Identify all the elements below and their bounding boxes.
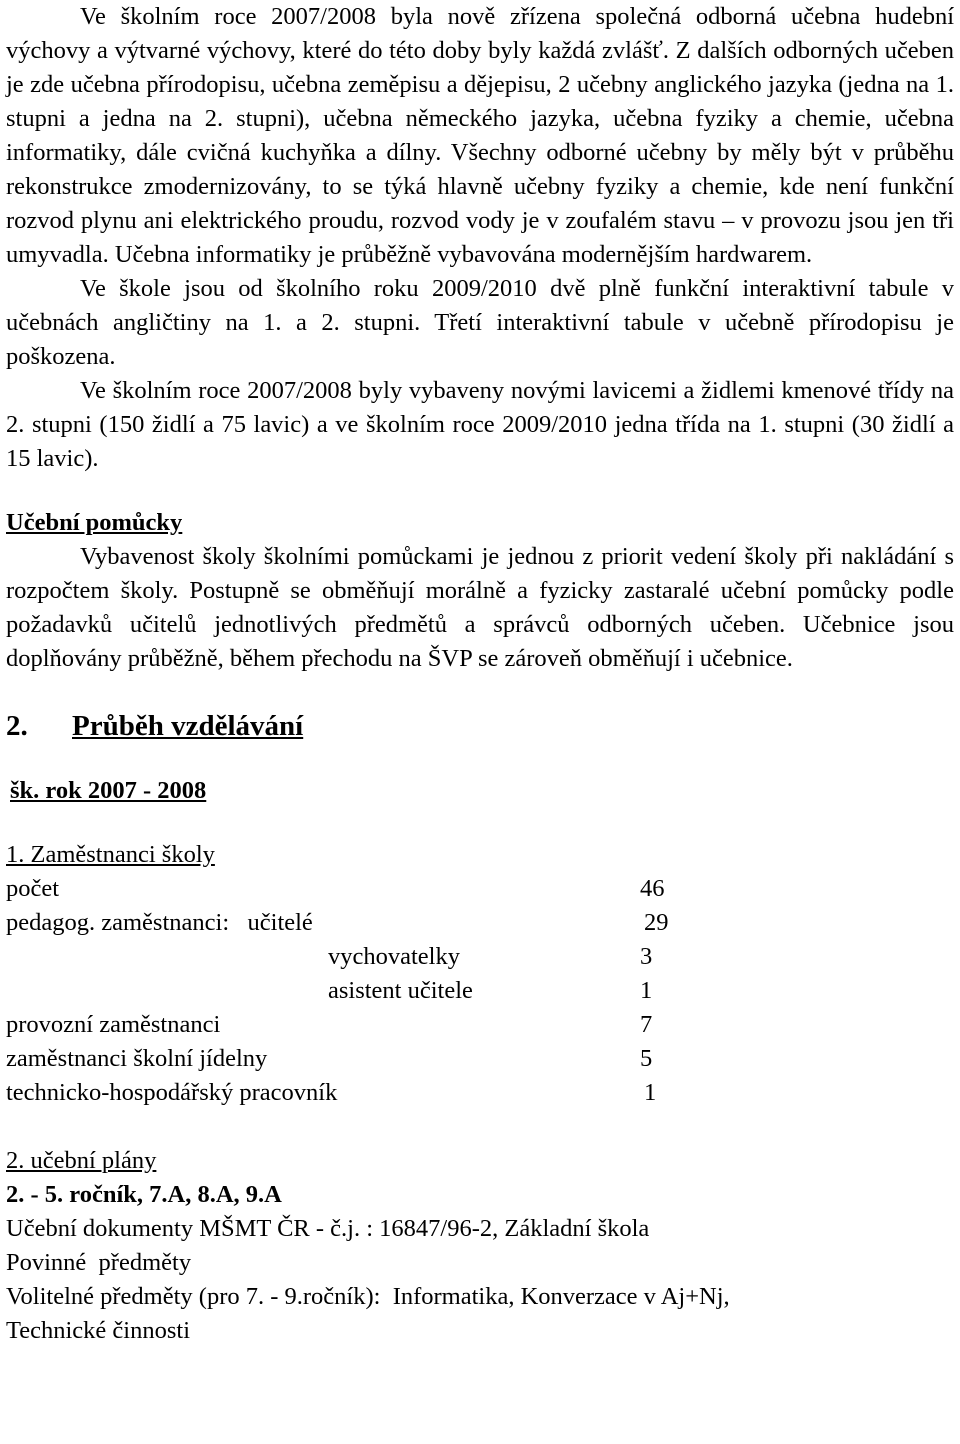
paragraph-interactive-boards: Ve škole jsou od školního roku 2009/2010 dvě plně funkční interaktivní tabule v učebnách angličtiny na 1. a 2. stupni. Třetí interaktivní tabule v učebně přírodopisu je poškozena. [6,275,954,370]
staff-label: asistent učitele [328,977,473,1004]
plans-documents: Učební dokumenty MŠMT ČR - č.j. : 16847/96-2, Základní škola [6,1215,650,1242]
staff-row [6,872,954,906]
paragraph-classrooms: Ve školním roce 2007/2008 byla nově zřízena společná odborná učebna hudební výchovy a výtvarné výchovy, které do této doby byly každá zvlášť. Z dalších odborných učeben je zde učebna přírodopisu, učebna zeměpisu a dějepisu, 2 učebny anglického jazyka (jedna na 1. stupni a jedna na 2. stupni), učebna německého jazyka, učebna fyziky a chemie, učebna informatiky, dále cvičná kuchyňka a dílny. Všechny odborné učebny by měly být v průběhu rekonstrukce zmodernizovány, to se týká hlavně učebny fyziky a chemie, kde není funkční rozvod plynu ani elektrického proudu, rozvod vody je v zoufalém stavu – v provozu jsou jen tři umyvadla. Učebna informatiky je průběžně vybavována modernějším hardwarem. [6,3,954,268]
staff-row [6,1008,954,1042]
staff-value: 5 [640,1045,653,1072]
staff-label: provozní zaměstnanci [6,1011,221,1038]
plans-grades: 2. - 5. ročník, 7.A, 8.A, 9.A [6,1181,282,1208]
school-year-heading: šk. rok 2007 - 2008 [10,777,207,804]
staff-label: pedagog. zaměstnanci: učitelé [6,909,313,936]
staff-label: zaměstnanci školní jídelny [6,1045,268,1072]
staff-title: 1. Zaměstnanci školy [6,841,215,868]
staff-label: technicko-hospodářský pracovník [6,1079,338,1106]
staff-value: 1 [640,977,653,1004]
plans-title: 2. učební plány [6,1147,157,1174]
staff-row [6,940,954,974]
staff-value: 46 [640,875,665,902]
staff-value: 3 [640,943,653,970]
section-heading [6,706,954,746]
staff-label: počet [6,875,60,902]
paragraph-teaching-aids: Vybavenost školy školními pomůckami je jednou z priorit vedení školy při nakládání s rozpočtem školy. Postupně se obměňují morálně a fyzicky zastaralé učební pomůcky podle požadavků učitelů jednotlivých předmětů a správců odborných učeben. Učebnice jsou doplňovány průběžně, během přechodu na ŠVP se zároveň obměňují i učebnice. [6,543,954,672]
paragraph-furniture: Ve školním roce 2007/2008 byly vybaveny novými lavicemi a židlemi kmenové třídy na 2. stupni (150 židlí a 75 lavic) a ve školním roce 2009/2010 jedna třída na 1. stupni (30 židlí a 15 lavic). [6,377,954,472]
staff-row [6,974,954,1008]
section-title: Průběh vzdělávání [72,710,304,742]
staff-row [6,1076,954,1110]
plans-optional-line1: Volitelné předměty (pro 7. - 9.ročník): Informatika, Konverzace v Aj+Nj, [6,1283,730,1310]
staff-row [6,906,954,940]
plans-optional-line2: Technické činnosti [6,1317,191,1344]
staff-value: 29 [644,909,669,936]
section-number: 2. [6,710,28,742]
staff-value: 7 [640,1011,653,1038]
teaching-aids-heading: Učební pomůcky [6,509,183,536]
staff-row [6,1042,954,1076]
staff-value: 1 [644,1079,657,1106]
plans-mandatory: Povinné předměty [6,1249,192,1276]
staff-label: vychovatelky [328,943,460,970]
